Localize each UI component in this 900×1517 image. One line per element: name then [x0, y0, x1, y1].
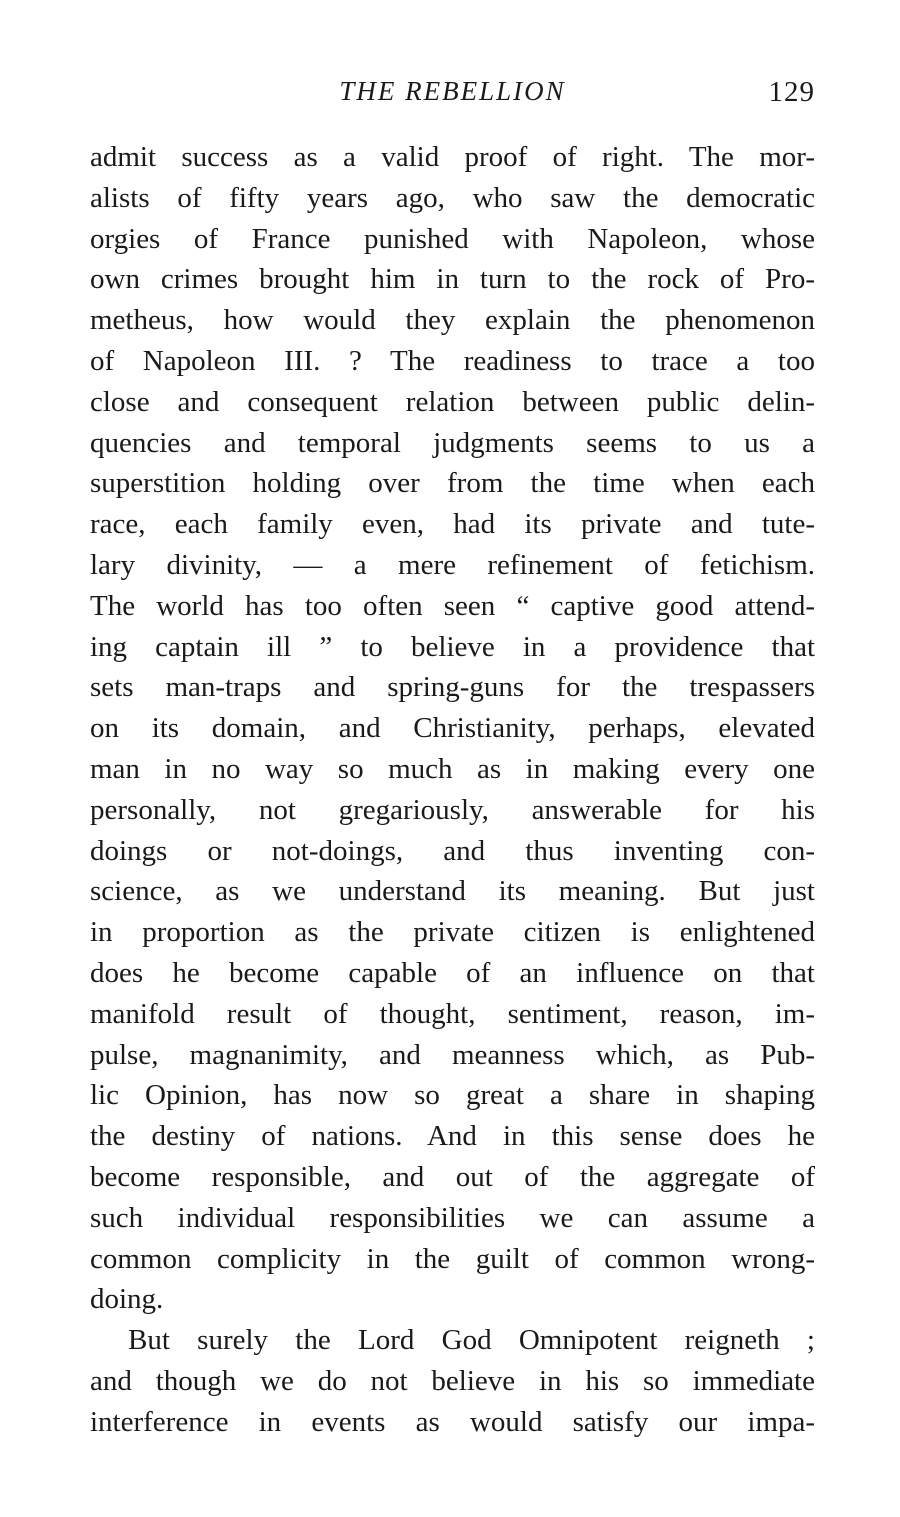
text-line: orgies of France punished with Napoleon, whose — [90, 222, 815, 255]
text-line: ing captain ill ” to believe in a providence that — [90, 630, 815, 663]
text-line: close and consequent relation between public delin- — [90, 385, 815, 418]
text-line: in proportion as the private citizen is enlightened — [90, 916, 815, 949]
text-line: become responsible, and out of the aggregate of — [90, 1160, 815, 1193]
text-line: superstition holding over from the time when each — [90, 467, 815, 500]
text-line: But surely the Lord God Omnipotent reigneth ; — [128, 1324, 815, 1357]
text-line: lic Opinion, has now so great a share in shaping — [90, 1079, 815, 1112]
text-line: of Napoleon III. ? The readiness to trace a too — [90, 344, 815, 377]
text-line: pulse, magnanimity, and meanness which, as Pub- — [90, 1038, 815, 1071]
text-line: does he become capable of an influence on that — [90, 956, 815, 989]
text-line: quencies and temporal judgments seems to us a — [90, 426, 815, 459]
text-line: man in no way so much as in making every one — [90, 752, 815, 785]
text-line: admit success as a valid proof of right. The mor- — [90, 141, 815, 173]
text-line: lary divinity, — a mere refinement of fetichism. — [90, 548, 815, 581]
text-line: metheus, how would they explain the phenomenon — [90, 304, 815, 337]
body-text — [90, 137, 815, 1443]
text-line: personally, not gregariously, answerable for his — [90, 793, 815, 826]
text-line: own crimes brought him in turn to the rock of Pro- — [90, 263, 815, 296]
text-line: the destiny of nations. And in this sense does he — [90, 1120, 815, 1153]
running-head — [90, 76, 815, 116]
text-line: on its domain, and Christianity, perhaps, elevated — [90, 712, 815, 745]
text-line: alists of fifty years ago, who saw the democratic — [90, 181, 815, 214]
text-line: and though we do not believe in his so immediate — [90, 1364, 815, 1397]
paragraph-2 — [90, 1320, 815, 1442]
text-line: doing. — [90, 1283, 164, 1316]
text-line: interference in events as would satisfy our impa- — [90, 1405, 815, 1438]
text-line: doings or not-doings, and thus inventing con- — [90, 834, 815, 867]
text-line: manifold result of thought, sentiment, reason, im- — [90, 997, 815, 1030]
text-line: such individual responsibilities we can assume a — [90, 1201, 815, 1234]
text-line: sets man-traps and spring-guns for the trespassers — [90, 671, 815, 704]
text-line: race, each family even, had its private and tute- — [90, 508, 815, 541]
text-line: The world has too often seen “ captive good attend- — [90, 589, 815, 622]
paragraph-1 — [90, 137, 815, 1320]
page-number: 129 — [768, 76, 815, 108]
running-title: THE REBELLION — [339, 76, 566, 106]
text-line: science, as we understand its meaning. But just — [90, 875, 815, 908]
text-line: common complicity in the guilt of common wrong- — [90, 1242, 815, 1275]
